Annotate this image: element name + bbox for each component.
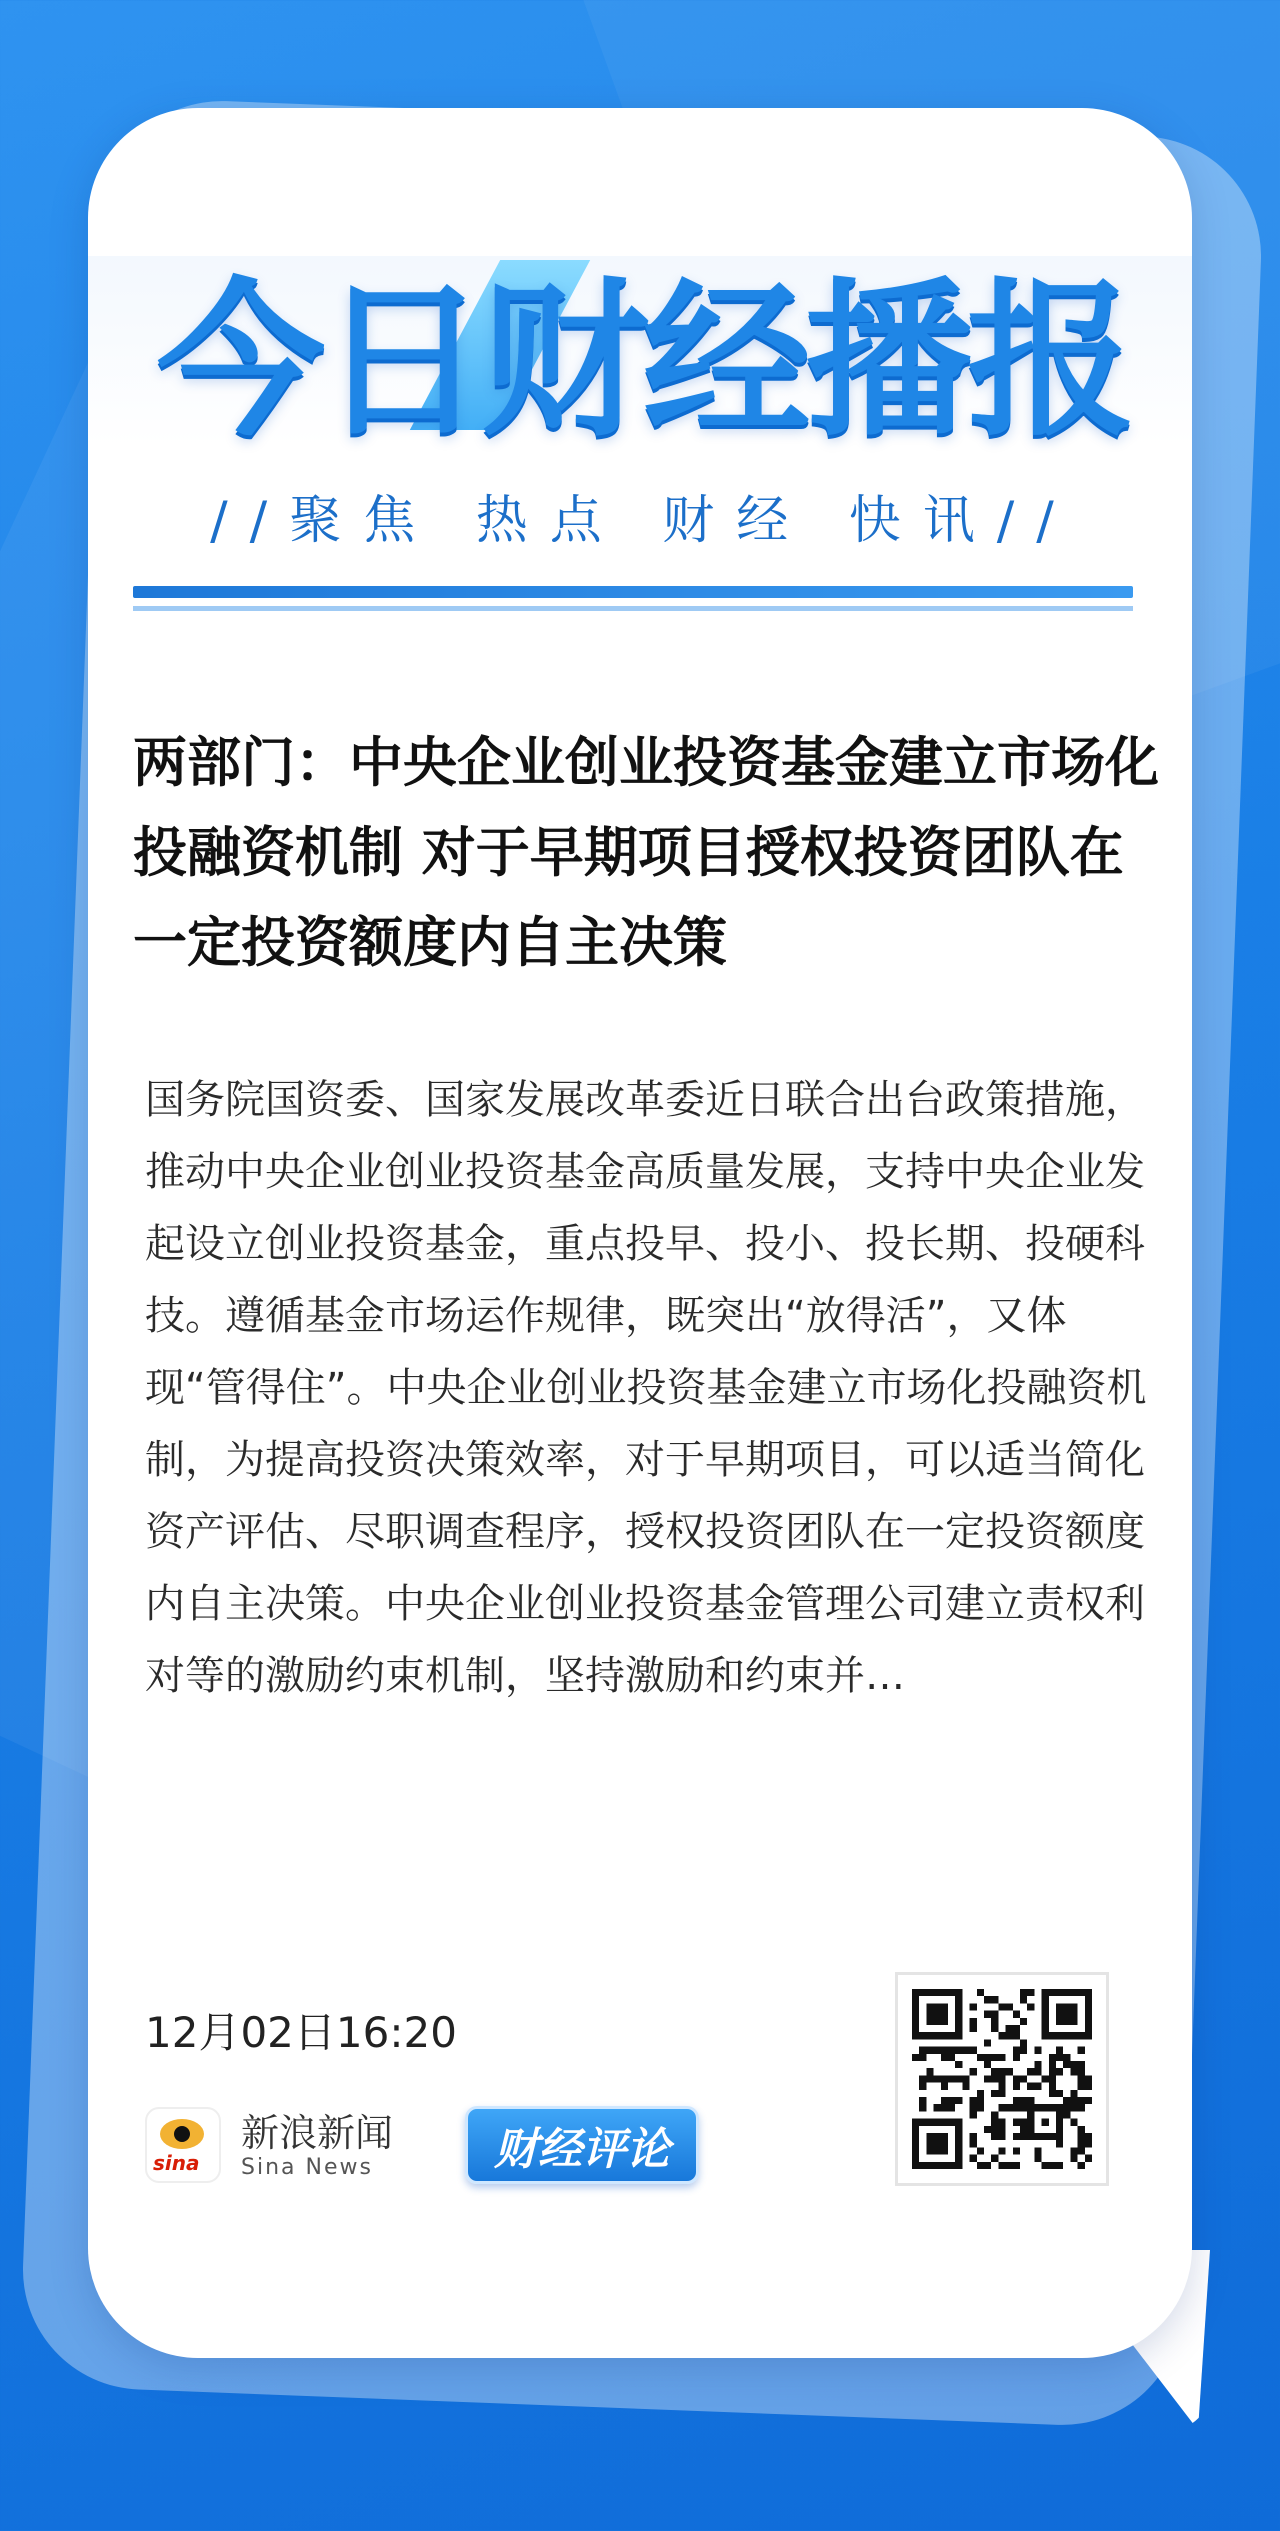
sina-logo-word: sina	[153, 2151, 200, 2175]
article-timestamp: 12月02日16:20	[145, 2008, 457, 2057]
masthead-tagline: //聚焦 热点 财经 快讯//	[210, 491, 1076, 551]
sina-news-label	[241, 2111, 393, 2180]
sina-eye-logo-icon	[145, 2107, 221, 2183]
header-divider	[133, 586, 1133, 598]
qr-code-graphic	[912, 1989, 1092, 2169]
sina-eye-graphic	[160, 2119, 204, 2149]
brand-row	[145, 2100, 699, 2190]
qr-code-icon[interactable]	[895, 1972, 1109, 2186]
header-divider-thin	[133, 606, 1133, 611]
finance-review-badge: 财经评论	[465, 2106, 699, 2184]
masthead-title: 今日财经播报	[157, 262, 1129, 459]
sina-news-cn: 新浪新闻	[241, 2110, 394, 2155]
sina-news-en: Sina News	[241, 2154, 373, 2180]
article-body: 国务院国资委、国家发展改革委近日联合出台政策措施，推动中央企业创业投资基金高质量发展，支持中央企业发起设立创业投资基金，重点投早、投小、投长期、投硬科技。遵循基金市场运作规律，既突出“放得活”，又体现“管得住”。中央企业创业投资基金建立市场化投融资机制，为提高投资决策效率，对于早期项目，可以适当简化资产评估、尽职调查程序，授权投资团队在一定投资额度内自主决策。中央企业创业投资基金管理公司建立责权利对等的激励约束机制，坚持激励和约束并…	[145, 1077, 1147, 1699]
article-headline: 两部门：中央企业创业投资基金建立市场化投融资机制 对于早期项目授权投资团队在一定投资额度内自主决策	[133, 731, 1159, 974]
